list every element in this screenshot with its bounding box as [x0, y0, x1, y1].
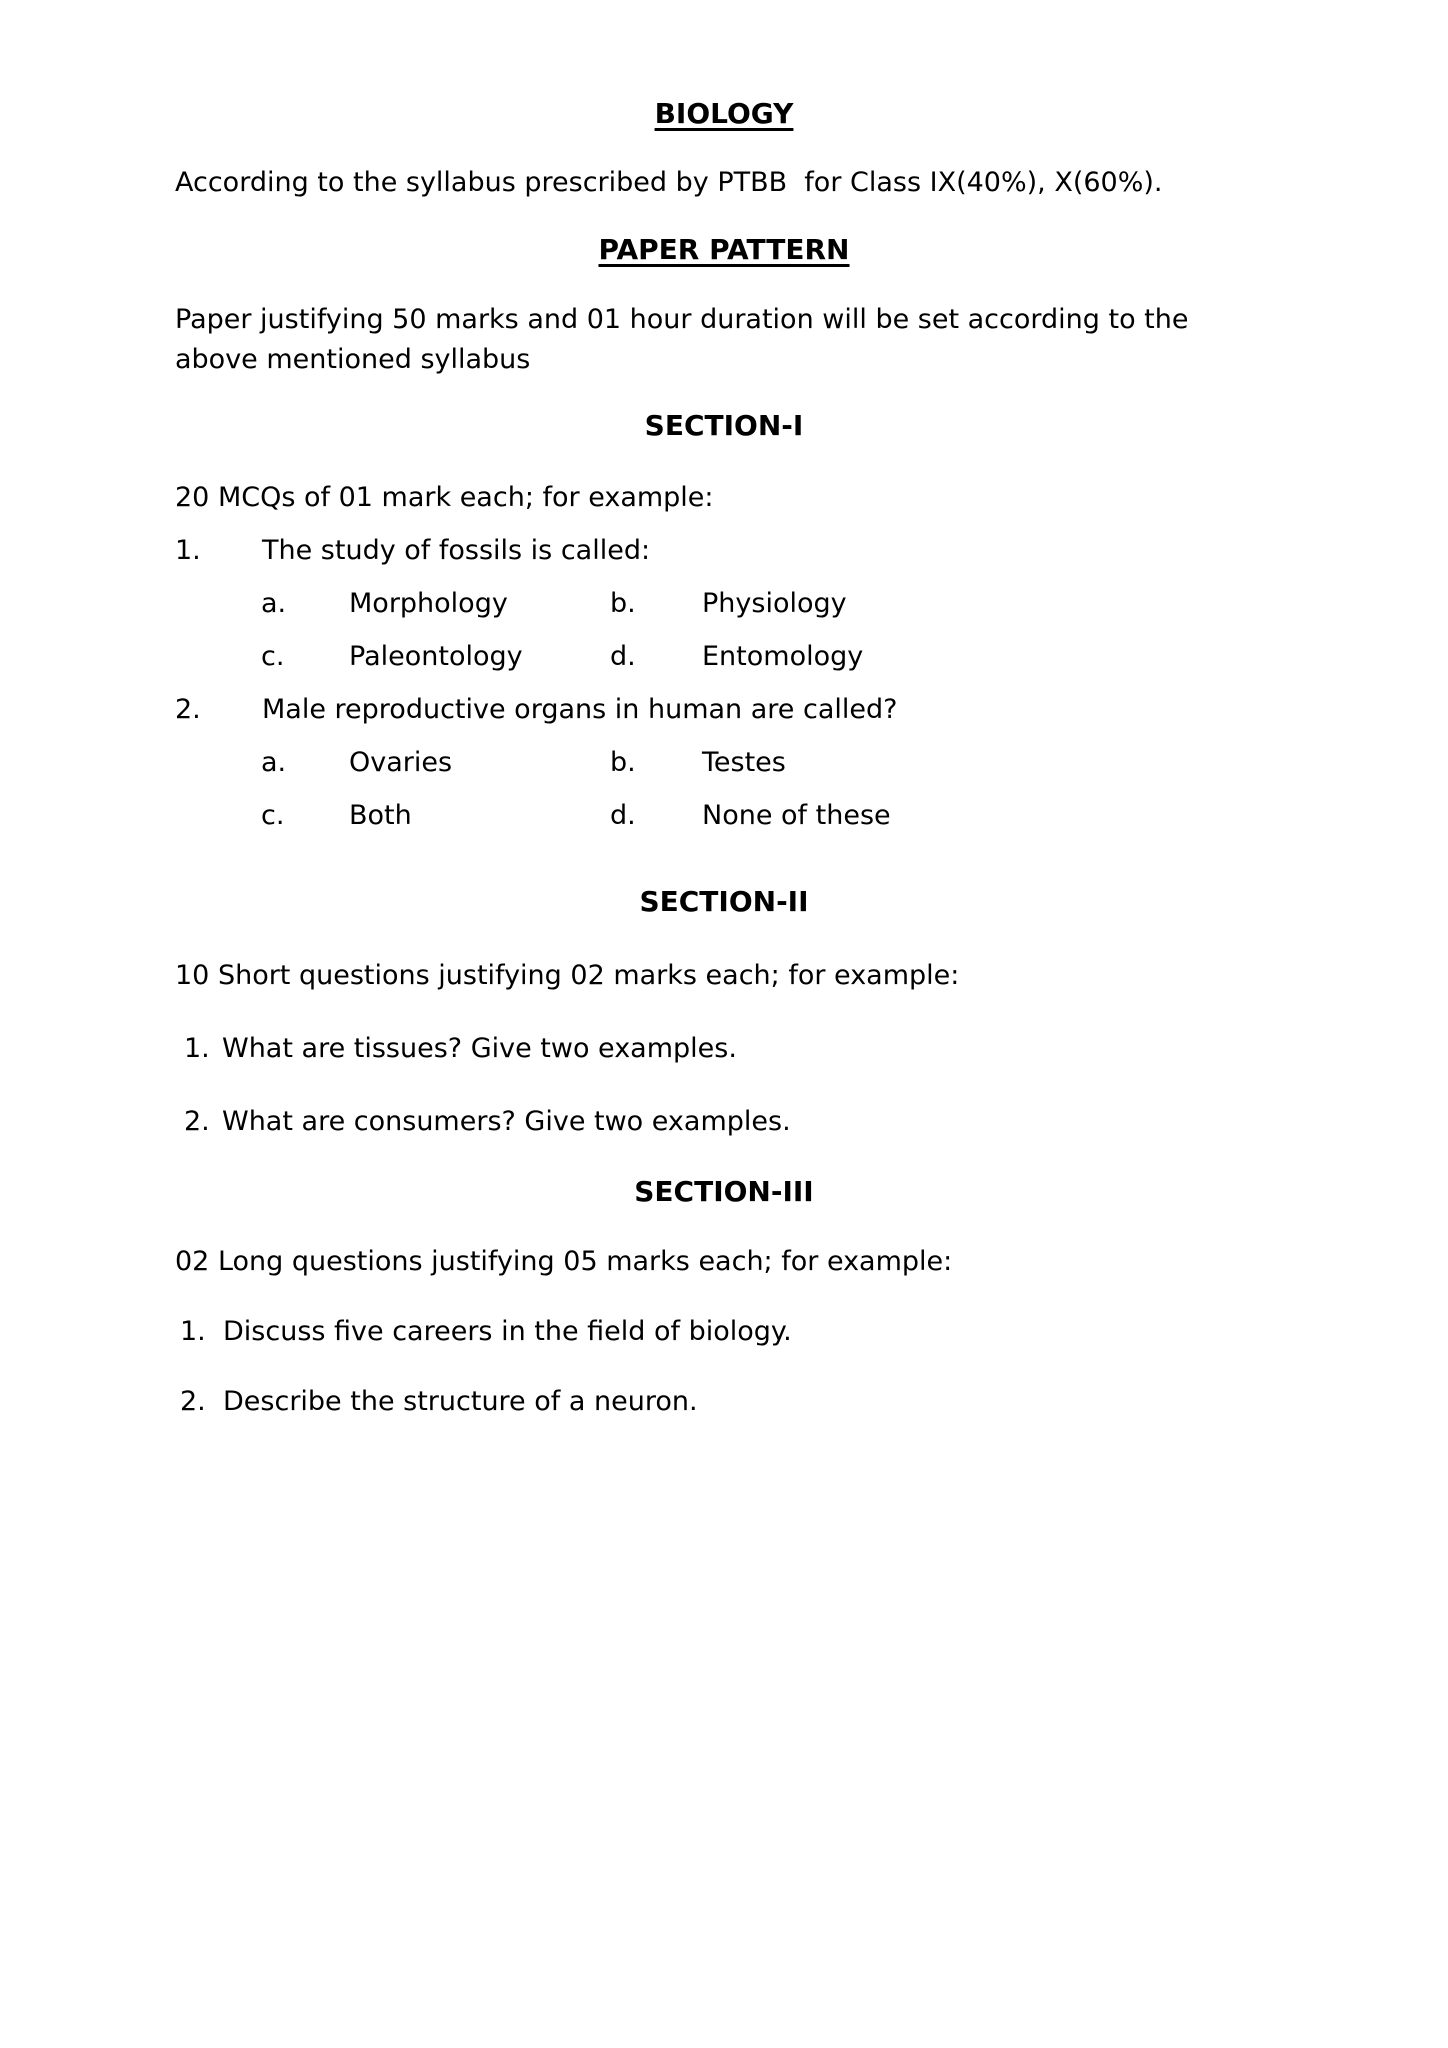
option-text: Entomology — [702, 641, 864, 672]
list-item-number: 1. — [180, 1316, 206, 1347]
option-letter: b. — [610, 588, 636, 619]
question-text: Male reproductive organs in human are called? — [262, 694, 898, 725]
mcq-option-row — [175, 584, 1273, 624]
option-letter: d. — [610, 641, 636, 672]
short-question-item — [175, 1029, 1273, 1069]
option-letter: a. — [261, 747, 287, 778]
list-item-number: 2. — [184, 1106, 210, 1137]
short-question-item — [175, 1102, 1273, 1142]
mcq-question-row — [175, 531, 1273, 571]
option-letter: c. — [261, 800, 285, 831]
option-letter: c. — [261, 641, 285, 672]
section-2-heading: SECTION-II — [639, 885, 809, 918]
option-text: Morphology — [349, 588, 508, 619]
mcq-question-row — [175, 690, 1273, 730]
question-number: 1. — [175, 535, 201, 566]
option-letter: d. — [610, 800, 636, 831]
section-1-heading: SECTION-I — [644, 409, 804, 442]
question-number: 2. — [175, 694, 201, 725]
section-3-heading: SECTION-III — [634, 1175, 814, 1208]
option-text: Paleontology — [349, 641, 523, 672]
list-item-text: Describe the structure of a neuron. — [223, 1386, 698, 1417]
long-question-item — [175, 1312, 1273, 1352]
list-item-number: 1. — [184, 1033, 210, 1064]
mcq-option-row — [175, 637, 1273, 677]
list-item-text: What are tissues? Give two examples. — [222, 1033, 737, 1064]
paper-pattern-heading: PAPER PATTERN — [598, 233, 850, 266]
mcq-option-row — [175, 796, 1273, 836]
question-text: The study of fossils is called: — [262, 535, 651, 566]
section-3-intro: 02 Long questions justifying 05 marks each; for example: — [175, 1246, 953, 1277]
option-text: Both — [349, 800, 412, 831]
option-letter: a. — [261, 588, 287, 619]
paper-pattern-description: Paper justifying 50 marks and 01 hour duration will be set according to the above mentioned syllabus — [175, 304, 1198, 375]
option-text: Testes — [702, 747, 786, 778]
section-2-intro: 10 Short questions justifying 02 marks each; for example: — [175, 960, 960, 991]
list-item-text: What are consumers? Give two examples. — [222, 1106, 791, 1137]
long-question-item — [175, 1382, 1273, 1422]
section-1-intro: 20 MCQs of 01 mark each; for example: — [175, 482, 714, 513]
list-item-number: 2. — [180, 1386, 206, 1417]
page-title: BIOLOGY — [654, 97, 794, 130]
mcq-option-row — [175, 743, 1273, 783]
list-item-text: Discuss five careers in the field of biology. — [223, 1316, 792, 1347]
option-letter: b. — [610, 747, 636, 778]
option-text: Physiology — [702, 588, 847, 619]
option-text: None of these — [702, 800, 891, 831]
option-text: Ovaries — [349, 747, 453, 778]
intro-paragraph: According to the syllabus prescribed by PTBB for Class IX(40%), X(60%). — [175, 167, 1163, 198]
